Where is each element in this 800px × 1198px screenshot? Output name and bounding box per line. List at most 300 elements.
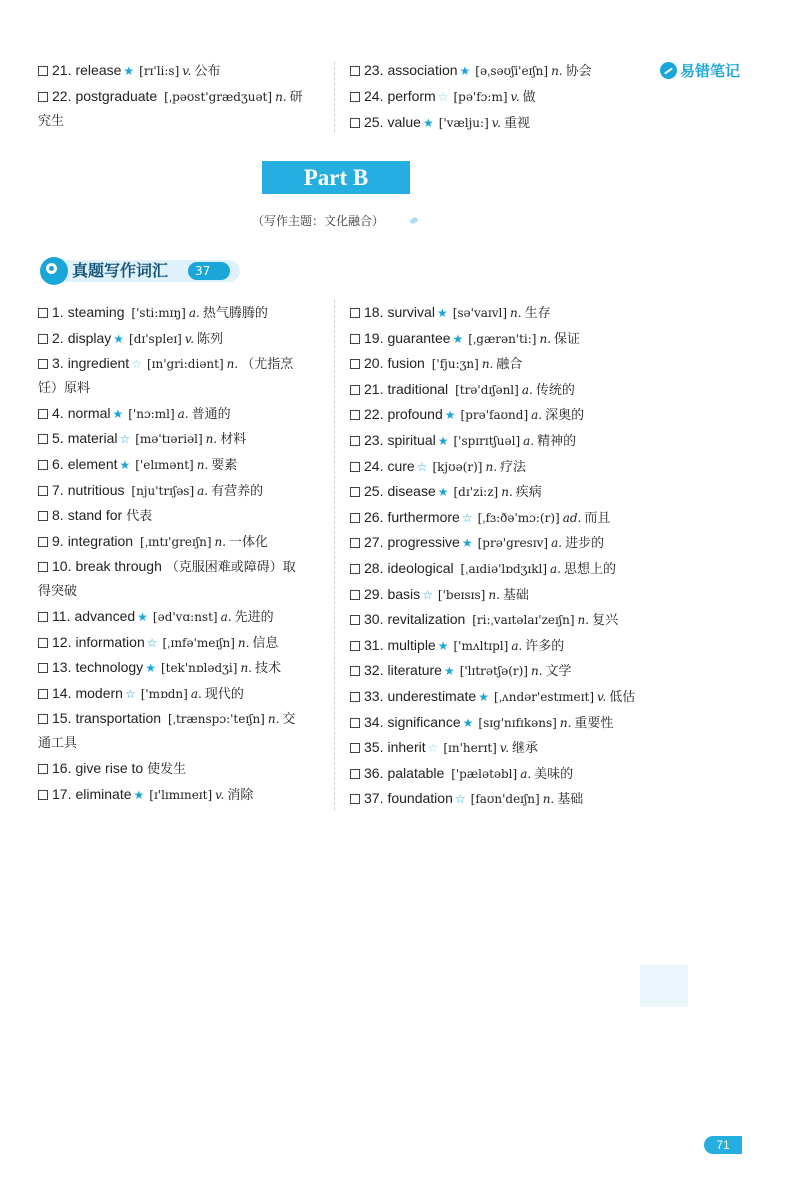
star-icon: ★ bbox=[113, 331, 125, 346]
notes-label: 易错笔记 bbox=[680, 62, 741, 80]
writing-theme: （写作主题：文化融合） bbox=[252, 214, 385, 228]
meaning: 思想上的 bbox=[564, 562, 617, 577]
checkbox[interactable] bbox=[350, 410, 360, 420]
checkbox[interactable] bbox=[350, 334, 360, 344]
vocab-entry bbox=[350, 659, 572, 683]
checkbox[interactable] bbox=[38, 434, 48, 444]
entry-number: 31. bbox=[364, 636, 384, 653]
entry-number: 14. bbox=[52, 684, 72, 701]
entry-word: give rise to bbox=[75, 760, 144, 776]
star-icon: ★ bbox=[478, 690, 489, 704]
entry-number: 24. bbox=[364, 457, 384, 474]
checkbox[interactable] bbox=[38, 334, 48, 344]
entry-word: modern bbox=[75, 684, 123, 701]
meaning: 代表 bbox=[126, 509, 153, 525]
checkbox[interactable] bbox=[38, 359, 48, 369]
meaning: 复兴 bbox=[592, 613, 619, 629]
vocab-entry bbox=[350, 85, 536, 109]
vocab-entry bbox=[38, 59, 220, 83]
entry-word: element bbox=[67, 456, 118, 472]
meaning: 做 bbox=[522, 90, 536, 105]
star-icon: ★ bbox=[443, 664, 455, 679]
entry-word: inherit bbox=[387, 739, 426, 756]
meaning: 许多的 bbox=[525, 638, 565, 654]
entry-number: 24. bbox=[364, 88, 384, 104]
entry-number: 26. bbox=[364, 508, 384, 525]
word-count-badge: 37 个 bbox=[188, 262, 230, 280]
star-icon: ★ bbox=[462, 715, 474, 730]
entry-word: traditional bbox=[387, 380, 449, 397]
checkbox[interactable] bbox=[38, 663, 48, 673]
entry-word: revitalization bbox=[387, 611, 466, 628]
part-of-speech: a. bbox=[520, 766, 532, 781]
vocab-entry bbox=[350, 634, 564, 658]
entry-word: significance bbox=[387, 713, 461, 730]
checkbox[interactable] bbox=[38, 537, 48, 547]
phonetic: [dɪ'zi:z] bbox=[453, 485, 499, 500]
checkbox[interactable] bbox=[350, 538, 360, 548]
meaning: 信息 bbox=[252, 635, 279, 651]
star-icon: ★ bbox=[437, 434, 449, 448]
meaning: 疗法 bbox=[500, 459, 527, 475]
star-outline-icon: ☆ bbox=[461, 510, 473, 525]
star-outline-icon: ☆ bbox=[427, 741, 439, 756]
meaning: 而且 bbox=[584, 510, 611, 526]
vocab-entry bbox=[38, 352, 308, 400]
vocab-entry bbox=[38, 427, 246, 451]
checkbox[interactable] bbox=[350, 308, 360, 318]
entry-word: underestimate bbox=[387, 688, 477, 704]
checkbox[interactable] bbox=[350, 385, 360, 395]
entry-word: display bbox=[67, 329, 112, 346]
vocab-entry bbox=[350, 429, 576, 453]
part-of-speech: n. bbox=[485, 459, 498, 474]
meaning: 公布 bbox=[194, 64, 221, 79]
entry-word: nutritious bbox=[67, 481, 125, 498]
star-outline-icon: ☆ bbox=[119, 432, 131, 447]
entry-word: multiple bbox=[387, 636, 436, 653]
checkbox[interactable] bbox=[38, 92, 48, 102]
part-of-speech: n. bbox=[275, 90, 287, 104]
star-outline-icon: ☆ bbox=[437, 90, 449, 104]
part-of-speech: ad. bbox=[562, 510, 582, 525]
vocab-entry bbox=[350, 685, 635, 709]
meaning: 先进的 bbox=[234, 610, 274, 625]
checkbox[interactable] bbox=[350, 615, 360, 625]
phonetic: [ˌʌndər'estɪmeɪt] bbox=[493, 690, 595, 704]
meaning: 进步的 bbox=[565, 536, 605, 552]
meaning: 要素 bbox=[211, 458, 238, 473]
phonetic: [əd'vɑ:nst] bbox=[152, 610, 218, 624]
vocab-entry bbox=[38, 301, 268, 325]
entry-number: 7. bbox=[52, 481, 64, 498]
part-of-speech: n. bbox=[240, 661, 252, 676]
checkbox[interactable] bbox=[350, 359, 360, 369]
star-icon: ★ bbox=[112, 406, 124, 421]
meaning: 精神的 bbox=[537, 434, 577, 449]
phonetic: ['vælju:] bbox=[438, 116, 489, 130]
vocab-entry bbox=[38, 555, 308, 603]
meaning: 低估 bbox=[609, 690, 636, 705]
star-outline-icon: ☆ bbox=[416, 459, 428, 474]
phonetic: [nju'trɪʃəs] bbox=[131, 483, 195, 498]
checkbox[interactable] bbox=[38, 308, 48, 318]
entry-word: ingredient bbox=[67, 355, 130, 372]
checkbox[interactable] bbox=[38, 790, 48, 800]
meaning: 协会 bbox=[565, 64, 592, 79]
entry-word: basis bbox=[387, 585, 421, 602]
phonetic: [ɪn'gri:diənt] bbox=[146, 357, 224, 372]
phonetic: [pə'fɔ:m] bbox=[453, 90, 508, 104]
entry-number: 37. bbox=[364, 790, 384, 807]
meaning: 重视 bbox=[503, 116, 530, 131]
checkbox[interactable] bbox=[350, 66, 360, 76]
part-of-speech: n. bbox=[559, 715, 572, 730]
entry-word: furthermore bbox=[387, 508, 460, 525]
phonetic: [ˌaɪdiə'lɒdʒɪkl] bbox=[460, 562, 548, 576]
entry-number: 9. bbox=[52, 532, 64, 549]
vocab-entry bbox=[38, 656, 281, 680]
entry-word: disease bbox=[387, 483, 436, 500]
meaning: 材料 bbox=[220, 432, 247, 448]
vocab-entry bbox=[350, 557, 616, 581]
vocab-entry bbox=[38, 783, 253, 807]
checkbox[interactable] bbox=[350, 769, 360, 779]
checkbox[interactable] bbox=[38, 638, 48, 648]
part-of-speech: n. bbox=[501, 485, 513, 500]
notes-logo bbox=[660, 60, 740, 80]
entry-word: foundation bbox=[387, 790, 453, 807]
part-of-speech: n. bbox=[539, 331, 552, 346]
part-of-speech: n. bbox=[214, 534, 227, 549]
entry-number: 15. bbox=[52, 710, 72, 727]
phonetic: [tek'nɒlədʒi] bbox=[160, 661, 238, 676]
entry-word: spiritual bbox=[387, 432, 436, 448]
entry-word: literature bbox=[387, 662, 442, 679]
part-of-speech: n. bbox=[577, 613, 590, 628]
checkbox[interactable] bbox=[350, 487, 360, 497]
entry-word: guarantee bbox=[387, 329, 451, 346]
vocab-entry bbox=[350, 352, 522, 376]
checkbox[interactable] bbox=[350, 462, 360, 472]
entry-word: palatable bbox=[387, 764, 445, 781]
meaning: （克服困难或障碍）取得突破 bbox=[38, 560, 296, 600]
phonetic: ['lɪtrətʃə(r)] bbox=[459, 664, 528, 679]
meaning: 热气腾腾的 bbox=[202, 306, 268, 321]
entry-word: progressive bbox=[387, 534, 460, 551]
star-outline-icon: ☆ bbox=[454, 792, 466, 807]
entry-number: 18. bbox=[364, 304, 384, 320]
phonetic: ['sti:mɪŋ] bbox=[131, 306, 186, 320]
vocab-entry bbox=[350, 111, 530, 135]
part-of-speech: a. bbox=[177, 406, 189, 421]
entry-number: 23. bbox=[364, 62, 384, 78]
entry-number: 2. bbox=[52, 329, 64, 346]
entry-word: technology bbox=[75, 659, 144, 676]
part-of-speech: v. bbox=[597, 690, 607, 704]
meaning: （尤指烹饪）原料 bbox=[38, 357, 294, 397]
checkbox[interactable] bbox=[38, 511, 48, 521]
decorative-mark bbox=[409, 217, 418, 225]
checkbox[interactable] bbox=[38, 562, 48, 572]
entry-number: 36. bbox=[364, 764, 384, 781]
entry-number: 6. bbox=[52, 456, 64, 472]
entry-number: 13. bbox=[52, 659, 72, 676]
entry-word: perform bbox=[387, 88, 436, 104]
entry-number: 29. bbox=[364, 585, 384, 602]
entry-number: 30. bbox=[364, 611, 384, 628]
star-icon: ★ bbox=[422, 116, 434, 130]
vocab-entry bbox=[38, 453, 237, 477]
entry-number: 33. bbox=[364, 688, 384, 704]
vocab-entry bbox=[350, 403, 584, 427]
checkbox[interactable] bbox=[38, 764, 48, 774]
meaning: 深奥的 bbox=[545, 408, 585, 424]
entry-number: 21. bbox=[52, 62, 72, 78]
column-divider-top bbox=[334, 62, 335, 132]
part-of-speech: n. bbox=[267, 712, 280, 727]
meaning: 继承 bbox=[512, 741, 539, 757]
section-title: 真题写作词汇 bbox=[72, 261, 169, 280]
star-outline-icon: ☆ bbox=[131, 357, 142, 372]
entry-number: 20. bbox=[364, 355, 384, 372]
star-icon: ★ bbox=[119, 458, 131, 472]
phonetic: [ri:ˌvaɪtəlaɪ'zeɪʃn] bbox=[472, 613, 575, 628]
entry-number: 4. bbox=[52, 404, 64, 421]
entry-word: fusion bbox=[387, 355, 425, 372]
vocab-entry bbox=[350, 762, 573, 786]
star-icon: ★ bbox=[137, 610, 148, 624]
star-outline-icon: ☆ bbox=[422, 587, 433, 602]
vocab-entry bbox=[38, 85, 308, 133]
entry-number: 21. bbox=[364, 380, 384, 397]
entry-number: 19. bbox=[364, 329, 384, 346]
entry-word: postgraduate bbox=[75, 88, 158, 104]
entry-number: 16. bbox=[52, 760, 72, 776]
phonetic: [ˌfɜ:ðə'mɔ:(r)] bbox=[477, 510, 560, 525]
phonetic: [ˌgærən'ti:] bbox=[468, 331, 537, 346]
phonetic: [ɪn'herɪt] bbox=[443, 741, 497, 756]
star-icon: ★ bbox=[461, 536, 473, 551]
part-of-speech: a. bbox=[521, 382, 533, 397]
entry-word: normal bbox=[67, 404, 111, 421]
part-of-speech: a. bbox=[190, 686, 202, 701]
vocab-section-header bbox=[40, 257, 230, 296]
checkbox[interactable] bbox=[350, 513, 360, 523]
vocab-entry bbox=[350, 711, 613, 735]
part-b-banner: Part B bbox=[262, 161, 410, 194]
checkbox[interactable] bbox=[38, 612, 48, 622]
checkbox[interactable] bbox=[350, 436, 360, 446]
checkbox[interactable] bbox=[38, 689, 48, 699]
magnifier-icon bbox=[40, 257, 68, 285]
part-of-speech: v. bbox=[184, 331, 195, 346]
vocab-entry bbox=[350, 531, 604, 555]
entry-number: 3. bbox=[52, 355, 64, 372]
meaning: 技术 bbox=[255, 661, 282, 677]
phonetic: [sɪg'nɪfɪkəns] bbox=[478, 715, 557, 730]
vocab-entry bbox=[350, 327, 580, 351]
star-icon: ★ bbox=[145, 661, 156, 676]
star-icon: ★ bbox=[444, 408, 456, 423]
vocab-entry bbox=[350, 455, 526, 479]
vocab-entry bbox=[350, 506, 610, 530]
checkbox[interactable] bbox=[350, 118, 360, 128]
part-of-speech: v. bbox=[491, 116, 501, 130]
part-of-speech: a. bbox=[220, 610, 232, 624]
star-icon: ★ bbox=[133, 787, 145, 802]
meaning: 有营养的 bbox=[211, 483, 264, 499]
part-of-speech: v. bbox=[215, 787, 225, 802]
meaning: 重要性 bbox=[574, 715, 614, 731]
phonetic: ['pælətəbl] bbox=[451, 766, 518, 781]
phonetic: [ɪ'lɪmɪneɪt] bbox=[149, 787, 213, 802]
entry-number: 25. bbox=[364, 114, 384, 130]
checkbox[interactable] bbox=[350, 641, 360, 651]
entry-word: break through bbox=[75, 558, 162, 575]
meaning: 交通工具 bbox=[38, 712, 296, 752]
checkbox[interactable] bbox=[350, 564, 360, 574]
part-of-speech: n. bbox=[488, 587, 500, 602]
meaning: 陈列 bbox=[197, 331, 224, 347]
checkbox[interactable] bbox=[350, 692, 360, 702]
part-of-speech: n. bbox=[551, 64, 563, 78]
checkbox[interactable] bbox=[350, 794, 360, 804]
star-outline-icon: ☆ bbox=[124, 686, 136, 701]
part-of-speech: n. bbox=[530, 664, 543, 679]
vocab-entry bbox=[350, 787, 583, 811]
vocab-entry bbox=[350, 59, 592, 83]
meaning: 一体化 bbox=[229, 534, 269, 550]
entry-word: information bbox=[75, 633, 145, 650]
checkbox[interactable] bbox=[350, 718, 360, 728]
checkbox[interactable] bbox=[350, 590, 360, 600]
star-icon: ★ bbox=[459, 64, 471, 78]
checkbox[interactable] bbox=[350, 666, 360, 676]
part-of-speech: n. bbox=[196, 458, 209, 472]
checkbox[interactable] bbox=[38, 66, 48, 76]
checkbox[interactable] bbox=[350, 743, 360, 753]
entry-word: value bbox=[387, 114, 421, 130]
part-of-speech: n. bbox=[510, 306, 522, 320]
meaning: 美味的 bbox=[534, 766, 574, 782]
entry-word: ideological bbox=[387, 560, 454, 576]
entry-word: transportation bbox=[75, 710, 162, 727]
phonetic: ['mʌltɪpl] bbox=[453, 638, 509, 653]
meaning: 消除 bbox=[227, 787, 254, 803]
entry-number: 35. bbox=[364, 739, 384, 756]
vocab-entry bbox=[38, 479, 263, 503]
phonetic: [prə'faʊnd] bbox=[460, 408, 529, 423]
entry-word: profound bbox=[387, 406, 443, 423]
checkbox[interactable] bbox=[38, 486, 48, 496]
star-icon: ★ bbox=[436, 306, 448, 320]
part-of-speech: a. bbox=[531, 408, 543, 423]
entry-number: 8. bbox=[52, 507, 64, 524]
phonetic: [sə'vaɪvl] bbox=[452, 306, 508, 320]
part-of-speech: a. bbox=[551, 536, 563, 551]
entry-word: steaming bbox=[67, 304, 125, 320]
vocab-entry bbox=[38, 605, 274, 629]
phonetic: [kjʊə(r)] bbox=[432, 459, 483, 474]
entry-number: 17. bbox=[52, 785, 72, 802]
entry-word: release bbox=[75, 62, 122, 78]
star-icon: ★ bbox=[123, 64, 135, 78]
checkbox[interactable] bbox=[38, 460, 48, 470]
meaning: 使发生 bbox=[147, 762, 187, 777]
entry-number: 22. bbox=[364, 406, 384, 423]
phonetic: [mə'tɪəriəl] bbox=[135, 432, 203, 447]
vocab-entry bbox=[38, 504, 152, 528]
faint-watermark bbox=[640, 965, 688, 1007]
part-of-speech: n. bbox=[542, 792, 555, 807]
star-icon: ★ bbox=[437, 638, 449, 653]
part-of-speech: a. bbox=[550, 562, 561, 576]
part-of-speech: v. bbox=[499, 741, 510, 756]
phonetic: [ˌpəʊst'grædʒuət] bbox=[164, 90, 273, 104]
entry-word: association bbox=[387, 62, 458, 78]
vocab-entry bbox=[350, 608, 618, 632]
part-of-speech: v. bbox=[510, 90, 520, 104]
phonetic: [faʊn'deɪʃn] bbox=[470, 792, 540, 807]
part-of-speech: a. bbox=[523, 434, 535, 448]
vocab-entry bbox=[38, 757, 186, 781]
part-of-speech: n. bbox=[481, 357, 494, 372]
entry-number: 32. bbox=[364, 662, 384, 679]
phonetic: [ˌɪnfə'meɪʃn] bbox=[162, 635, 235, 650]
meaning: 研究生 bbox=[38, 90, 303, 129]
page-number: 71 bbox=[704, 1136, 742, 1154]
phonetic: [ˌɪntɪ'greɪʃn] bbox=[139, 534, 212, 549]
column-divider-main bbox=[334, 300, 335, 810]
phonetic: ['beɪsɪs] bbox=[437, 587, 486, 602]
entry-word: eliminate bbox=[75, 785, 132, 802]
entry-word: survival bbox=[387, 304, 435, 320]
entry-word: stand for bbox=[67, 507, 123, 524]
meaning: 普通的 bbox=[191, 406, 231, 422]
entry-word: cure bbox=[387, 457, 415, 474]
part-of-speech: v. bbox=[182, 64, 192, 78]
part-of-speech: a. bbox=[511, 638, 523, 653]
phonetic: [əˌsəʊʃi'eɪʃn] bbox=[475, 64, 549, 78]
vocab-entry bbox=[350, 301, 551, 325]
phonetic: ['mɒdn] bbox=[140, 686, 188, 701]
part-of-speech: a. bbox=[197, 483, 209, 498]
entry-word: material bbox=[67, 430, 118, 447]
entry-number: 22. bbox=[52, 88, 72, 104]
part-of-speech: n. bbox=[205, 432, 218, 447]
checkbox[interactable] bbox=[350, 92, 360, 102]
meaning: 基础 bbox=[557, 792, 584, 808]
entry-word: integration bbox=[67, 532, 134, 549]
phonetic: ['spɪrɪtʃuəl] bbox=[453, 434, 521, 448]
star-icon: ★ bbox=[452, 331, 464, 346]
meaning: 现代的 bbox=[204, 686, 244, 702]
entry-number: 10. bbox=[52, 558, 72, 575]
vocab-entry bbox=[38, 631, 278, 655]
star-icon: ★ bbox=[437, 485, 449, 500]
meaning: 生存 bbox=[524, 306, 551, 321]
vocab-entry bbox=[38, 707, 308, 755]
entry-number: 23. bbox=[364, 432, 384, 448]
vocab-entry bbox=[350, 378, 575, 402]
checkbox[interactable] bbox=[38, 409, 48, 419]
phonetic: ['elɪmənt] bbox=[135, 458, 194, 472]
entry-number: 5. bbox=[52, 430, 64, 447]
phonetic: [trə'dɪʃənl] bbox=[455, 382, 519, 397]
meaning: 融合 bbox=[496, 357, 523, 373]
checkbox[interactable] bbox=[38, 714, 48, 724]
